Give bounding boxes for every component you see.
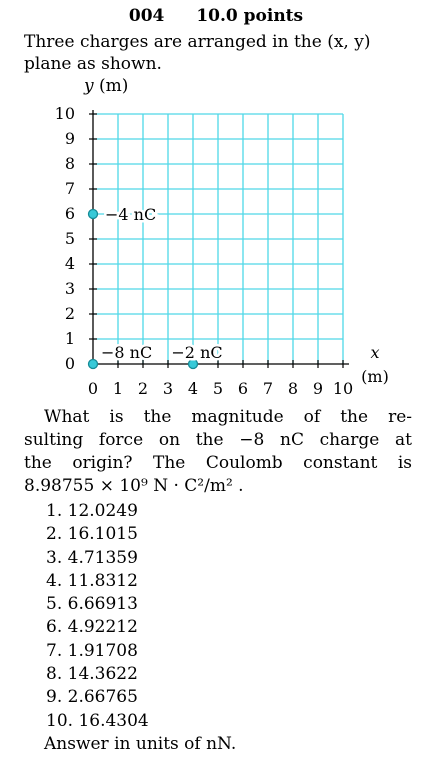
- x-axis-unit: (m): [361, 367, 389, 386]
- y-tick-label: 7: [64, 179, 75, 198]
- y-axis-variable: y: [84, 76, 94, 96]
- y-tick-label: 9: [64, 129, 75, 148]
- answer-choice: 8. 14.3622: [46, 664, 138, 685]
- answer-choice: 1. 12.0249: [46, 501, 138, 521]
- problem-points: 10.0 points: [196, 6, 304, 26]
- answer-choice: 7. 1.91708: [46, 640, 138, 661]
- charge-label: −8 nC: [101, 343, 153, 362]
- y-tick-label: 0: [64, 354, 75, 373]
- problem-number: 004: [128, 6, 165, 26]
- charge-point: [89, 210, 98, 219]
- answer-choice: 3. 4.71359: [46, 547, 138, 568]
- charge-label: −2 nC: [171, 343, 223, 362]
- x-tick-label: 5: [212, 379, 224, 398]
- x-axis-label: x: [370, 343, 380, 362]
- x-tick-label: 4: [187, 379, 199, 398]
- answer-choice: 10. 16.4304: [46, 710, 149, 731]
- charge-label: −4 nC: [105, 205, 157, 224]
- problem-header: [0, 6, 432, 26]
- y-tick-label: 4: [64, 254, 75, 273]
- x-tick-label: 8: [287, 379, 299, 398]
- answer-choice: 9. 2.66765: [46, 687, 138, 708]
- answer-choice: 2. 16.1015: [46, 524, 138, 545]
- question-line-1: What is the magnitude of the re-: [44, 407, 412, 427]
- problem-intro: Three charges are arranged in the (x, y) plane as shown.: [24, 32, 371, 74]
- y-tick-label: 10: [54, 104, 75, 123]
- x-tick-label: 6: [237, 379, 249, 398]
- x-tick-label: 2: [137, 379, 149, 398]
- y-tick-label: 8: [64, 154, 75, 173]
- answer-choice: 6. 4.92212: [46, 617, 138, 638]
- answer-choice: 5. 6.66913: [46, 594, 138, 615]
- x-tick-label: 1: [112, 379, 124, 398]
- answer-units: Answer in units of nN.: [44, 734, 237, 754]
- x-tick-label: 9: [312, 379, 324, 398]
- answer-choice: 4. 11.8312: [46, 570, 138, 591]
- question-text: [24, 406, 412, 498]
- x-tick-label: 10: [332, 379, 354, 398]
- question-line-2: sulting force on the −8 nC charge at: [24, 430, 412, 450]
- y-tick-label: 5: [64, 229, 75, 248]
- question-line-3: the origin? The Coulomb constant is: [24, 453, 412, 473]
- y-tick-label: 3: [64, 279, 75, 298]
- charge-point: [89, 360, 98, 369]
- answer-choices: [46, 500, 149, 733]
- y-axis-label: [84, 76, 128, 96]
- charge-plot: [40, 100, 400, 402]
- y-tick-label: 2: [64, 304, 75, 323]
- y-tick-label: 6: [64, 204, 75, 223]
- y-axis-unit: (m): [99, 76, 129, 96]
- y-tick-label: 1: [64, 329, 75, 348]
- x-tick-label: 0: [87, 379, 99, 398]
- question-line-4: 8.98755 × 10⁹ N · C²/m² .: [24, 476, 244, 496]
- x-tick-label: 3: [162, 379, 174, 398]
- x-tick-label: 7: [262, 379, 274, 398]
